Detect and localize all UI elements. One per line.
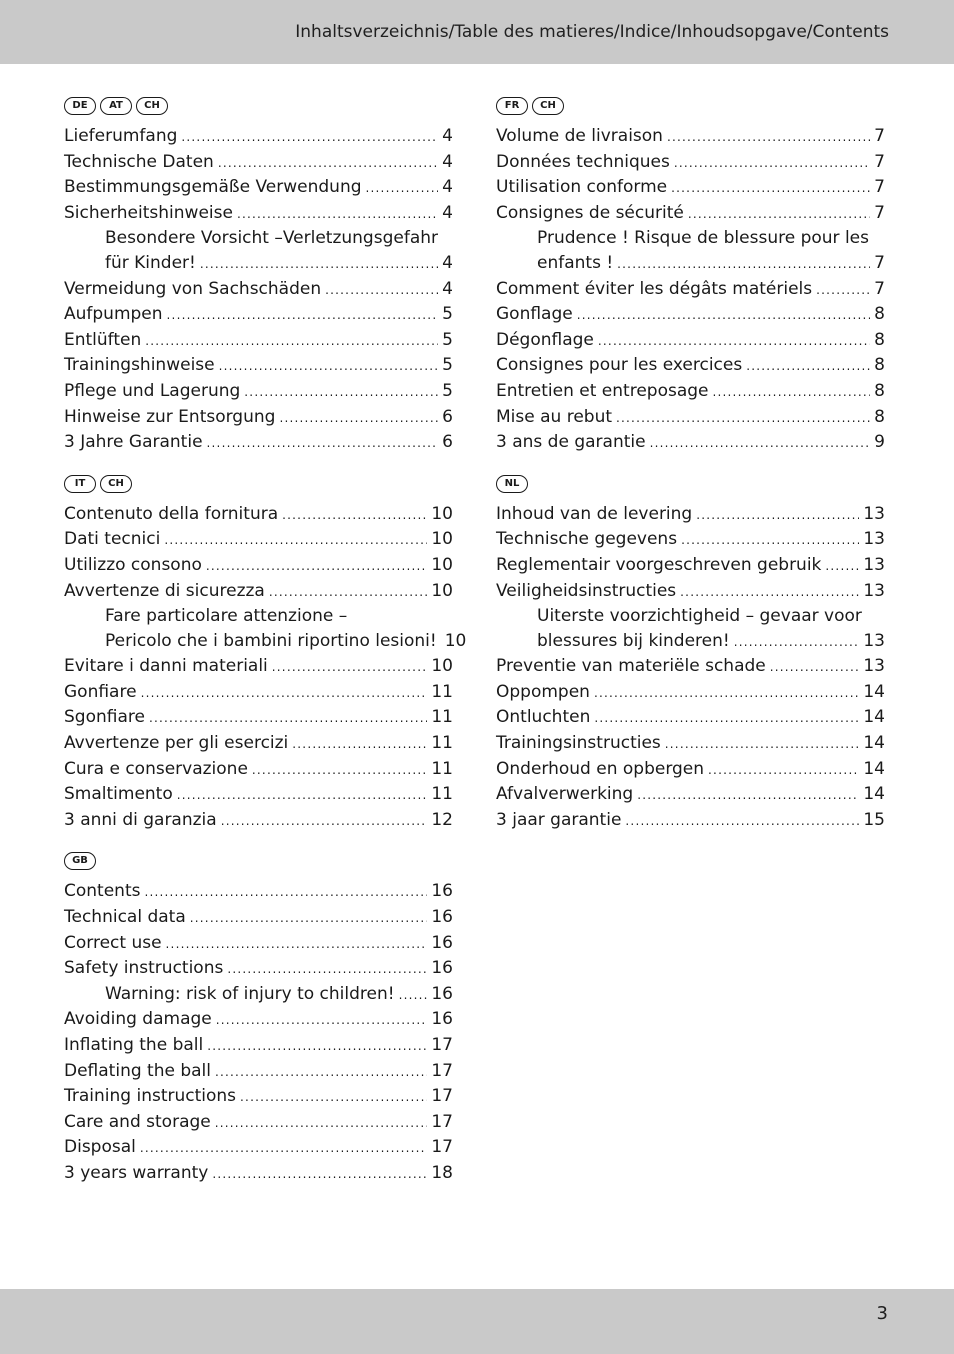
toc-entry[interactable] [496,150,885,176]
dot-leader [140,1136,427,1161]
toc-entry[interactable] [496,808,885,834]
toc-entry-label-line: Besondere Vorsicht –Verletzungsgefahr [105,228,438,249]
toc-section-de [64,95,453,456]
toc-entry[interactable] [496,201,885,227]
toc-entry-page: 4 [442,126,453,146]
dot-leader [594,681,859,706]
toc-entry-page: 7 [874,126,885,146]
dot-leader [598,329,870,354]
toc-entry-label: Preventie van materiële schade [496,656,766,677]
dot-leader [282,503,427,528]
toc-entry-page: 11 [431,681,453,702]
toc-entry-label: Données techniques [496,151,670,172]
toc-entry-page: 16 [431,983,453,1004]
toc-entry-label: enfants ! [537,252,614,273]
toc-entry-page: 14 [863,681,885,702]
toc-section-nl [496,473,885,834]
toc-entry-label: Technical data [64,907,186,928]
left-column [64,95,467,1204]
toc-entry-page: 13 [863,529,885,550]
toc-entry[interactable] [496,277,885,303]
dot-leader [215,1060,427,1085]
toc-entry-page: 10 [444,630,467,651]
dot-leader [816,278,870,303]
country-badges [496,473,885,495]
toc-section-fr [496,95,885,456]
toc-entry[interactable] [64,956,453,982]
footer-bar [0,1289,954,1354]
toc-entry[interactable] [496,430,885,456]
toc-entry[interactable] [64,1007,453,1033]
toc-entry-label: Oppompen [496,681,590,702]
toc-entry-page: 17 [431,1060,453,1081]
toc-entry-label: Avvertenze per gli esercizi [64,733,289,754]
toc-entry[interactable] [496,553,885,579]
toc-section-it [64,473,467,834]
toc-entry-label: Entretien et entreposage [496,380,709,401]
toc-entry-label: Ontluchten [496,707,591,728]
toc-entry-page: 17 [431,1086,453,1107]
toc-entry[interactable] [496,579,885,605]
toc-entry-page: 11 [431,707,453,728]
dot-leader [325,278,438,303]
dot-leader [577,303,870,328]
dot-leader [269,580,428,605]
toc-entry[interactable] [496,328,885,354]
dot-leader [164,528,427,553]
toc-entry[interactable] [496,527,885,553]
dot-leader [181,125,438,150]
toc-entry[interactable] [64,251,453,277]
toc-entry[interactable] [496,731,885,757]
toc-entry[interactable] [64,124,453,150]
toc-entry-label: 3 anni di garanzia [64,809,217,830]
right-column [496,95,885,850]
dot-leader [688,202,870,227]
toc-entry-label: Dati tecnici [64,529,161,550]
dot-leader [144,880,427,905]
toc-entry[interactable] [64,680,453,706]
toc-entry[interactable] [64,579,453,605]
dot-leader [770,655,860,680]
toc-entry-page: 7 [874,177,885,198]
dot-leader [681,528,859,553]
country-badge-gb: GB [64,852,96,870]
dot-leader [671,176,870,201]
dot-leader [825,554,859,579]
dot-leader [708,758,859,783]
toc-entry[interactable] [64,553,453,579]
toc-entry-label: Avvertenze di sicurezza [64,580,265,601]
toc-entry[interactable] [496,680,885,706]
toc-entry-page: 4 [442,151,453,172]
dot-leader [366,176,439,201]
country-badge-de: DE [64,97,96,115]
dot-leader [212,1162,427,1187]
toc-entry-label: Technische Daten [64,151,214,172]
toc-entry[interactable] [496,705,885,731]
dot-leader [734,630,860,655]
toc-entry-label: blessures bij kinderen! [537,630,730,651]
dot-leader [665,732,860,757]
toc-entry-page: 7 [874,202,885,223]
toc-entry-page: 8 [874,380,885,401]
dot-leader [206,554,427,579]
toc-entry-label: Consignes de sécurité [496,202,684,223]
toc-entry-page: 12 [431,809,453,830]
toc-entry[interactable] [64,1084,453,1110]
dot-leader [713,380,871,405]
toc-entry[interactable] [64,931,453,957]
toc-entry[interactable] [496,654,885,680]
dot-leader [218,151,438,176]
toc-entry[interactable] [64,201,453,227]
toc-entry[interactable] [496,175,885,201]
toc-entry-label: Lieferumfang [64,126,178,146]
toc-entry[interactable] [64,430,453,456]
dot-leader [746,354,870,379]
country-badge-nl: NL [496,475,528,493]
toc-entry-page: 8 [874,355,885,376]
toc-entry[interactable] [64,328,453,354]
toc-entry[interactable] [64,808,453,834]
dot-leader [667,125,870,150]
toc-entry-label: Care and storage [64,1111,211,1132]
toc-entry-page: 4 [442,278,453,299]
toc-entry-page: 16 [431,932,453,953]
toc-entry-label: Disposal [64,1137,136,1158]
toc-entry-page: 6 [442,432,453,453]
country-badges [64,850,453,872]
toc-entry-page: 15 [863,809,885,830]
dot-leader [166,932,428,957]
toc-entry[interactable] [64,1033,453,1059]
toc-entry-label: Afvalverwerking [496,784,634,805]
toc-entry[interactable] [496,757,885,783]
toc-entry-label: Evitare i danni materiali [64,656,268,677]
toc-section-gb [64,850,453,1186]
dot-leader [207,431,439,456]
toc-entry-label: Deflating the ball [64,1060,211,1081]
toc-entry-page: 13 [863,630,885,651]
dot-leader [219,354,439,379]
toc-entry[interactable] [64,1110,453,1136]
dot-leader [177,783,428,808]
toc-entry[interactable] [64,1059,453,1085]
toc-entry[interactable] [64,277,453,303]
toc-entry[interactable] [496,629,885,655]
dot-leader [617,252,870,277]
dot-leader [240,1085,427,1110]
toc-entry-page: 11 [431,758,453,779]
toc-entry-label: Consignes pour les exercices [496,355,743,376]
toc-entry-label: Entlüften [64,329,142,350]
toc-entry-page: 10 [431,503,453,524]
toc-entry-page: 5 [442,304,453,325]
toc-entry-label: Warning: risk of injury to children! [105,983,395,1004]
toc-entry-label: Utilisation conforme [496,177,668,198]
toc-entry[interactable] [496,124,885,150]
toc-entry[interactable] [496,302,885,328]
toc-entry-page: 16 [431,881,453,902]
toc-entry-label: Pflege und Lagerung [64,380,241,401]
toc-entry[interactable] [64,527,453,553]
toc-entry[interactable] [64,757,453,783]
dot-leader [244,380,438,405]
toc-entry[interactable] [64,905,453,931]
toc-entry-label: Inhoud van de levering [496,503,693,524]
toc-entry[interactable] [496,353,885,379]
dot-leader [207,1034,427,1059]
toc-entry-label: Sgonfiare [64,707,145,728]
dot-leader [696,503,859,528]
toc-entry-label: Contents [64,881,141,902]
country-badges [64,473,453,495]
toc-entry[interactable] [496,379,885,405]
toc-entry-label-line: Uiterste voorzichtigheid – gevaar voor [537,606,862,627]
toc-entry[interactable] [64,879,453,905]
dot-leader [167,303,439,328]
toc-entry[interactable] [496,251,885,277]
country-badge-at: AT [100,97,132,115]
toc-entry-page: 17 [431,1111,453,1132]
dot-leader [680,580,859,605]
toc-entry-page: 14 [863,707,885,728]
dot-leader [227,957,427,982]
toc-entry-page: 16 [431,1009,453,1030]
toc-entry[interactable] [64,629,467,655]
toc-entry[interactable] [64,782,453,808]
toc-entry-page: 17 [431,1035,453,1055]
toc-entry[interactable] [64,502,453,528]
toc-entry-page: 10 [431,656,453,677]
dot-leader [145,329,438,354]
toc-entry-label: Hinweise zur Entsorgung [64,406,276,427]
toc-entry-label: Technische gegevens [496,529,678,550]
toc-entry[interactable] [64,150,453,176]
toc-entry-page: 16 [431,958,453,979]
dot-leader [279,406,438,431]
toc-entry-page: 13 [863,656,885,677]
dot-leader [252,758,427,783]
toc-entry-label: Vermeidung von Sachschäden [64,278,322,299]
dot-leader [399,983,428,1008]
toc-entry-label: Aufpumpen [64,304,163,325]
toc-entry[interactable] [496,502,885,528]
toc-entry-label: Inflating the ball [64,1035,204,1055]
toc-entry-label: Utilizzo consono [64,554,202,575]
toc-entry-label: 3 years warranty [64,1162,209,1183]
toc-entry-page: 18 [431,1162,453,1183]
toc-entry-page: 13 [863,503,885,524]
toc-entry-label: Sicherheitshinweise [64,202,233,223]
country-badge-ch: CH [532,97,564,115]
toc-entry-page: 10 [431,529,453,550]
dot-leader [215,1111,428,1136]
country-badge-it: IT [64,475,96,493]
toc-entry-page: 8 [874,406,885,427]
toc-entry-page: 14 [863,758,885,779]
toc-entry[interactable] [64,405,453,431]
toc-entry-label: Trainingsinstructies [496,733,661,754]
toc-entry-page: 5 [442,380,453,401]
dot-leader [594,706,859,731]
dot-leader [149,706,427,731]
toc-entry[interactable] [64,1135,453,1161]
toc-entry-page: 17 [431,1137,453,1158]
toc-entry-label: Correct use [64,932,162,953]
toc-entry-label: 3 Jahre Garantie [64,432,203,453]
dot-leader [616,406,870,431]
toc-entry-label: Pericolo che i bambini riportino lesioni! [105,630,437,651]
toc-entry-page: 10 [431,554,453,575]
toc-entry[interactable] [64,175,453,201]
dot-leader [650,431,871,456]
toc-entry-label: Avoiding damage [64,1009,212,1030]
dot-leader [625,809,859,834]
country-badge-ch: CH [100,475,132,493]
dot-leader [216,1008,428,1033]
dot-leader [292,732,427,757]
toc-entry-page: 6 [442,406,453,427]
toc-entry-page: 16 [431,907,453,928]
page-number: 3 [876,1303,888,1324]
toc-entry-page: 5 [442,329,453,350]
toc-entry-label: Veiligheidsinstructies [496,580,677,601]
toc-entry-label: Cura e conservazione [64,758,248,779]
dot-leader [637,783,859,808]
toc-entry-label: Contenuto della fornitura [64,503,279,524]
toc-entry-label: für Kinder! [105,252,196,273]
toc-entry-page: 14 [863,733,885,754]
toc-entry-label: Bestimmungsgemäße Verwendung [64,177,362,198]
country-badges [64,95,453,117]
toc-entry-label: Comment éviter les dégâts matériels [496,278,813,299]
toc-entry-label: Volume de livraison [496,126,663,146]
toc-entry-label: Dégonflage [496,329,594,350]
toc-entry-page: 4 [442,177,453,198]
toc-entry-label: Mise au rebut [496,406,613,427]
toc-entry-page: 8 [874,329,885,350]
toc-entry-page: 7 [874,151,885,172]
country-badges [496,95,885,117]
toc-entry[interactable] [64,1161,453,1187]
dot-leader [190,906,428,931]
dot-leader [200,252,438,277]
toc-entry-page: 14 [863,784,885,805]
toc-entry-label: Smaltimento [64,784,173,805]
toc-entry-label: 3 ans de garantie [496,432,646,453]
dot-leader [141,681,428,706]
toc-entry-label: 3 jaar garantie [496,809,622,830]
toc-entry[interactable] [64,705,453,731]
page-title: Inhaltsverzeichnis/Table des matieres/Indice/Inhoudsopgave/Contents [295,22,889,42]
toc-entry-label: Trainingshinweise [64,355,215,376]
toc-entry[interactable] [496,782,885,808]
dot-leader [674,151,870,176]
dot-leader [237,202,438,227]
toc-entry-page: 4 [442,252,453,273]
toc-entry[interactable] [496,405,885,431]
country-badge-ch: CH [136,97,168,115]
toc-entry-page: 4 [442,202,453,223]
toc-entry-page: 7 [874,252,885,273]
toc-entry-page: 8 [874,304,885,325]
toc-entry-page: 13 [863,580,885,601]
toc-entry[interactable] [64,353,453,379]
toc-entry[interactable] [64,302,453,328]
toc-entry-page: 13 [863,554,885,575]
toc-entry-page: 9 [874,432,885,453]
toc-entry-page: 11 [431,784,453,805]
toc-entry-label: Gonflage [496,304,573,325]
toc-entry[interactable] [64,379,453,405]
toc-entry[interactable] [64,982,453,1008]
toc-entry-label-line: Prudence ! Risque de blessure pour les [537,228,869,249]
toc-entry-page: 7 [874,278,885,299]
toc-entry-label: Onderhoud en opbergen [496,758,705,779]
toc-entry-page: 5 [442,355,453,376]
toc-entry-label-line: Fare particolare attenzione – [105,606,348,627]
toc-entry-label: Gonfiare [64,681,137,702]
dot-leader [221,809,428,834]
toc-entry-label: Reglementair voorgeschreven gebruik [496,554,822,575]
toc-entry-page: 11 [431,733,453,754]
toc-entry-label: Safety instructions [64,958,224,979]
toc-entry[interactable] [64,654,453,680]
toc-entry-label: Training instructions [64,1086,237,1107]
dot-leader [272,655,428,680]
toc-entry-page: 10 [431,580,453,601]
country-badge-fr: FR [496,97,528,115]
toc-entry[interactable] [64,731,453,757]
